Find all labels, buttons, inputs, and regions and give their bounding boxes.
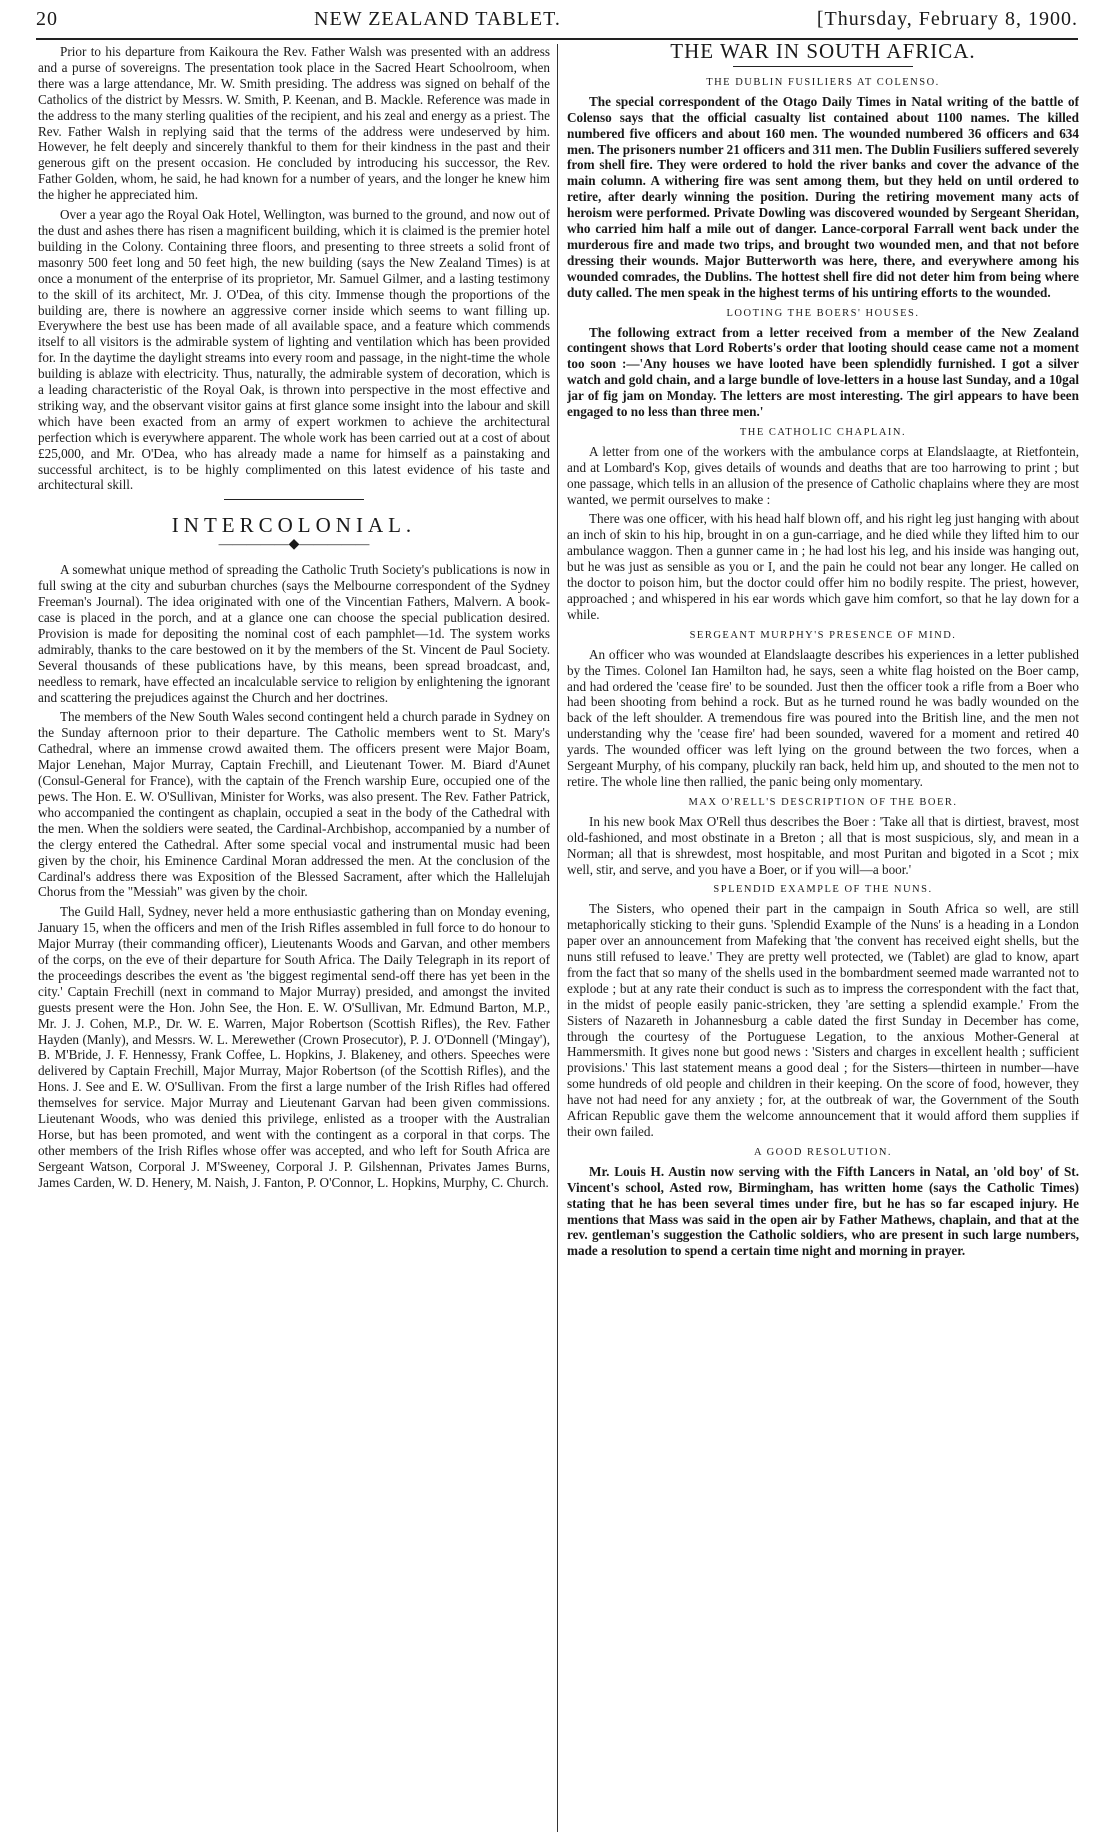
subhead-looting: LOOTING THE BOERS' HOUSES. [726,307,920,319]
article-catholic-chaplain: A letter from one of the workers with the ambulance corps at Elandslaagte, at Rietfontein, and at Lombard's Kop, gives details of wounds and deaths that are too harrowing to print ; but one passage, which tells in an allusion of the presence of Catholic chaplains where they are most wanted, we permit ourselves to make : [567,443,1079,507]
article-dublin-fusiliers: The special correspondent of the Otago Daily Times in Natal writing of the battle of Colenso says that the official casualty list contained about 1100 names. The killed numbered five officers and about 160 men. The wounded numbered 36 officers and 634 men. The prisoners number 21 officers and 311 men. The Dublin Fusiliers suffered severely from shell fire. They were ordered to hold the river banks and cover the advance of the main column. A withering fire was sent among them, but they held on until ordered to retire, after dearly winning the position. During the retiring movement many acts of heroism were performed. Private Dowling was discovered wounded by Sergeant Sheridan, who carried him half a mile out of danger. Lance-corporal Farrall went back under the murderous fire and made two trips, and brought two wounded men, and that not before dressing their wounds. Major Butterworth was here, there, and everywhere among his wounded comrades, the Dublins. The hottest shell fire did not deter him from being where duty called. The men speak in the highest terms of his untiring efforts to the wounded. [567,93,1079,300]
subhead-catholic-chaplain: THE CATHOLIC CHAPLAIN. [739,426,907,438]
title-rule [733,66,913,67]
article-good-resolution: Mr. Louis H. Austin now serving with the Fifth Lancers in Natal, an 'old boy' of St. Vincent's school, Asted row, Birmingham, has written home (says the Catholic Times) stating that he has been several times under fire, but he has so far escaped injury. He mentions that Mass was said in the open air by Father Mathews, chaplain, and that at the rev. gentleman's suggestion the Catholic soldiers, who are present in such large numbers, made a resolution to spend a certain time night and morning in prayer. [567,1163,1079,1259]
subhead-sergeant-murphy: SERGEANT MURPHY'S PRESENCE OF MIND. [689,629,957,641]
article-guild-hall: The Guild Hall, Sydney, never held a more enthusiastic gathering than on Monday evening, January 15, when the officers and men of the Irish Rifles assembled in full force to do honour to Major Murray (their commanding officer), Lieutenants Woods and Garvan, and other members of the corps, on the eve of their departure for South Africa. The Daily Telegraph in its report of the proceedings describes the event as 'the biggest regimental send-off there has yet been in the city.' Captain Frechill (next in command to Major Murray) presided, and amongst the invited guests present were the Hon. John See, the Hon. E. W. O'Sullivan, Mr. Edmund Barton, M.P., Mr. J. J. Cohen, M.P., Dr. W. E. Warren, Major Robertson (Scottish Rifles), the Rev. Father Hayden (Manly), and Messrs. W. L. Merewether (Crown Prosecutor), P. J. O'Donnell ('Mingay'), B. M'Bride, J. F. Hennessy, Frank Coffee, L. Hopkins, J. Blakeney, and others. Speeches were delivered by Captain Frechill, Major Murray, Major Robertson (of the Scottish Rifles), and the Hons. J. See and E. W. O'Sullivan. From the first a large number of the Irish Rifles had offered themselves for service. Major Murray and Lieutenant Garvan had been given commissions. Lieutenant Woods, who was denied this privilege, enlisted as a trooper with the Australian Horse, but has been promoted, and went with the contingent as a corporal in that corps. The other members of the Irish Rifles whose offer was accepted, and who left for South Africa are Sergeant Watson, Corporal J. M'Sweeney, Corporal J. P. Gilshennan, Privates James Burns, James Carden, W. D. Henery, M. Naish, J. Fanton, P. O'Connor, L. Hopkins, Murphy, C. Church. [38,904,550,1190]
section-divider [224,499,364,500]
subhead-nuns: SPLENDID EXAMPLE OF THE NUNS. [713,884,933,896]
subhead-max-orell: MAX O'RELL'S DESCRIPTION OF THE BOER. [688,796,958,808]
article-looting: The following extract from a letter received from a member of the New Zealand contingent shows that Lord Roberts's order that looting should cease came not a moment too soon :—'Any houses we have looted have been splendidly furnished. I got a silver watch and gold chain, and a large bundle of love-letters in a house last Sunday, and a 10gal jar of fig jam on Monday. The letters are most interesting. The girl appears to have been engaged to no less than three men.' [567,324,1079,420]
article-max-orell: In his new book Max O'Rell thus describes the Boer : 'Take all that is dirtiest, bravest, most old-fashioned, and most obstinate in a Breton ; all that is most suspicious, sly, and mean in a Norman; all that is shrewdest, most hospitable, and most Puritan and bigoted in a Scot ; mix well, stir, and serve, and you have a Boer, or if you will—a boor.' [567,813,1079,877]
article-church-parade: The members of the New South Wales second contingent held a church parade in Sydney on the Sunday afternoon prior to their departure. The Catholic members went to St. Mary's Cathedral, where an immense crowd awaited them. The officers present were Major Boam, Major Lenehan, Major Murray, Captain Frechill, and Lieutenant Tower. M. Biard d'Aunet (Consul-General for France), with the captain of the French warship Eure, occupied one of the pews. The Hon. E. W. O'Sullivan, Minister for Works, was also present. The Rev. Father Patrick, who accompanied the contingent as chaplain, occupied a seat in the body of the Cathedral with the men. When the soldiers were seated, the Cardinal-Archbishop, accompanied by a number of the clergy entered the Cathedral. After some special vocal and instrumental music had been given by the choir, his Eminence Cardinal Moran addressed the men. At the conclusion of the Cardinal's address there was Exposition of the Blessed Sacrament, after which the Hallelujah Chorus from the "Messiah" was given by the choir. [38,709,550,900]
newspaper-title: NEW ZEALAND TABLET. [314,8,561,30]
page-header [36,8,1078,34]
article-catholic-truth-society: A somewhat unique method of spreading the Catholic Truth Society's publications is now in full swing at the city and suburban churches (says the Melbourne correspondent of the Sydney Freeman's Journal). The idea originated with one of the Vincentian Fathers, Malvern. A book-case is placed in the porch, and at a glance one can choose the special publication desired. Provision is made for depositing the nominal cost of each pamphlet—1d. The system works admirably, thanks to the care bestowed on it by the members of the St. Vincent de Paul Society. Several thousands of these publications have, by this means, been spread broadcast, and, needless to remark, have effected an incalculable service to religion by enlightening the ignorant and scattering the prejudices against the Church and her doctrines. [38,562,550,705]
ornament-diamond-icon: —————◆————— [218,537,370,553]
column-divider [557,44,558,1832]
right-column [567,44,1079,1832]
left-column [38,44,550,1832]
article-sergeant-murphy: An officer who was wounded at Elandslaagte describes his experiences in a letter published by the Times. Colonel Ian Hamilton had, he says, seen a white flag hoisted on the Boer camp, and had ordered the 'cease fire' to be sounded. Just then the officer took a rifle from a Boer who had been shooting from behind a rock. But as he turned round he was badly wounded on the back of the left shoulder. A tremendous fire was poured into the British line, and the men not understanding why the 'cease fire' had been sounded, wavered for a moment and retired 40 yards. The wounded officer was left lying on the ground between the two forces, when a Sergeant Murphy, of his company, pluckily ran back, held him up, and shouted to the men not to retire. The whole line then rallied, the panic being only momentary. [567,646,1079,789]
page-number: 20 [36,8,58,30]
article-royal-oak-hotel: Over a year ago the Royal Oak Hotel, Wellington, was burned to the ground, and now out of the dust and ashes there has risen a magnificent building, which it is claimed is the premier hotel building in the Colony. Containing three floors, and presenting to three streets a solid front of masonry 500 feet long and 50 feet high, the new building (says the New Zealand Times) is at once a monument of the enterprise of its proprietor, Mr. Samuel Gilmer, and a lasting testimony to the skill of its architect, Mr. J. O'Dea, of this city. Immense though the proportions of the building are, there is nowhere an aggressive corner inside which seems to want filling up. Everywhere the best use has been made of all available space, and a feature which commends itself to all visitors is the admirable system of lighting and ventilation which has been provided for. In the daytime the daylight streams into every room and passage, in the night-time the whole building is ablaze with electricity. Thus, naturally, the admirable system of decoration, which is a leading characteristic of the Royal Oak, is thrown into perspective in the most effective and striking way, and the observant visitor gains at first glance some insight into the labour and skill which have been exacted from an army of expert workmen to achieve the architectural perfection which is everywhere apparent. The whole work has been carried out at a cost of about £25,000, and Mr. O'Dea, who has already made a name for himself as a painstaking and successful architect, is to be highly complimented on this latest evidence of his taste and architectural skill. [38,207,550,493]
subhead-dublin-fusiliers: THE DUBLIN FUSILIERS AT COLENSO. [706,76,940,88]
section-title-intercolonial: INTERCOLONIAL. [171,513,417,538]
article-nuns: The Sisters, who opened their part in the campaign in South Africa so well, are still metaphorically sticking to their guns. 'Splendid Example of the Nuns' is a heading in a London paper over an announcement from Mafeking that 'the convent has received eight shells, but the nuns still refused to leave.' They are pretty well protected, we (Tablet) are glad to know, apart from the fact that so many of the shells used in the bombardment seemed made warranted not to explode ; but at any rate their conduct is such as to impress the correspondent with the fact that, in the midst of people easily panic-stricken, they 'are setting a splendid example.' From the Sisters of Nazareth in Johannesburg a cable dated the first Sunday in December has come, through the courtesy of the Portuguese Legation, to the anxious Mother-General at Hammersmith. It gives none but good news : 'Sisters and charges in excellent health ; sufficient provisions.' This last statement means a good deal ; for the Sisters—thirteen in number—have some hundreds of old people and children in their keeping. On the score of food, however, they have not had need for any anxiety ; for, at the outbreak of war, the Government of the South African Republic gave them the welcome announcement that it would afford them supplies if their own failed. [567,901,1079,1139]
subhead-good-resolution: A GOOD RESOLUTION. [753,1146,893,1158]
header-rule [36,38,1078,40]
article-walsh-departure: Prior to his departure from Kaikoura the Rev. Father Walsh was presented with an address and a purse of sovereigns. The presentation took place in the Sacred Heart Schoolroom, when there was a large attendance, Mr. W. Smith presiding. The address was signed on behalf of the Catholics of the district by Messrs. W. Smith, P. Keenan, and B. Mackle. Reference was made in the address to the many sterling qualities of the recipient, and his zeal and energy as a priest. The Rev. Father Walsh in replying said that the terms of the address were undeserved by him. However, he felt deeply and sincerely thankful to them for their kindness in the past and their generous gift on the present occasion. He concluded by introducing his successor, the Rev. Father Golden, whom, he said, he had known for a number of years, and the longer he knew him the higher he appreciated him. [38,44,550,203]
article-catholic-chaplain-quote: There was one officer, with his head half blown off, and his right leg just hanging with about an inch of skin to his hip, brought in on a gun-carriage, and he died while they lifted him to our ambulance waggon. Then a gunner came in ; he had lost his leg, and his inside was hanging out, but he was just as sensible as you or I, and the pain he could not bear any longer. He called on the doctor to poison him, but the doctor could offer him no bodily respite. The priest, however, approached ; and whispered in his ear words which gave him comfort, so that he lay down for a while. [567,511,1079,622]
section-title-war: THE WAR IN SOUTH AFRICA. [670,44,976,63]
issue-date: [Thursday, February 8, 1900. [816,8,1078,30]
